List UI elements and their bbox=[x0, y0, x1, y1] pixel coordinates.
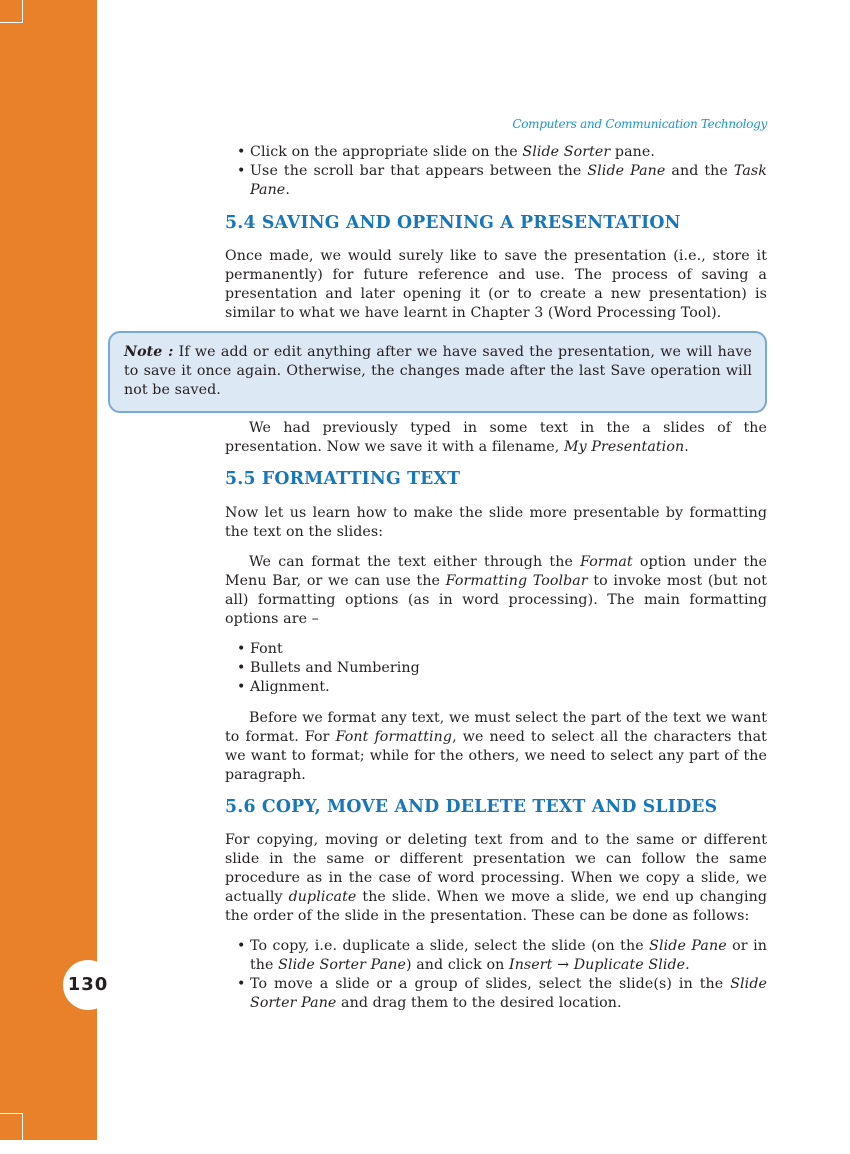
note-box bbox=[108, 331, 767, 413]
list-item: • Bullets and Numbering bbox=[237, 660, 420, 676]
list-item: • Alignment. bbox=[237, 679, 330, 695]
section-heading-5-6: 5.6 COPY, MOVE AND DELETE TEXT AND SLIDES bbox=[225, 797, 718, 817]
after-note-paragraph: We had previously typed in some text in the a slides of the presentation. Now we save it with a filename, My Presentation. bbox=[225, 420, 767, 455]
section-5-5-paragraph-2: We can format the text either through the Format option under the Menu Bar, or we can use the Formatting Toolbar to invoke most (but not all) formatting options (as in word processing). The main formatting options are – bbox=[225, 554, 768, 627]
page-number: 130 bbox=[63, 960, 113, 1010]
section-5-4-paragraph: Once made, we would surely like to save the presentation (i.e., store it permanently) for future reference and use. The process of saving a presentation and later opening it (or to create a new presentation) is similar to what we have learnt in Chapter 3 (Word Processing Tool). bbox=[225, 248, 767, 321]
note-text: Note : If we add or edit anything after we have saved the presentation, we will have to save it once again. Otherwise, the changes made after the last Save operation will not be saved. bbox=[124, 344, 753, 398]
top-bullet-list bbox=[225, 143, 767, 200]
running-header: Computers and Communication Technology bbox=[512, 117, 767, 131]
section-5-6-paragraph: For copying, moving or deleting text from and to the same or different slide in the same or different presentation we can follow the same procedure as in the case of word processing. When we copy a slide, we actually duplicate the slide. When we move a slide, we end up changing the order of the slide in the presentation. These can be done as follows: bbox=[225, 832, 768, 924]
section-heading-5-4: 5.4 SAVING AND OPENING A PRESENTATION bbox=[225, 213, 681, 233]
section-5-5-paragraph-1: Now let us learn how to make the slide more presentable by formatting the text on the slides: bbox=[225, 505, 767, 540]
crop-mark-top bbox=[0, 0, 23, 23]
formatting-options-list bbox=[225, 640, 767, 697]
section-heading-5-5: 5.5 FORMATTING TEXT bbox=[225, 469, 461, 489]
list-item: • Click on the appropriate slide on the Slide Sorter pane. bbox=[237, 144, 656, 160]
list-item: • Font bbox=[237, 641, 283, 657]
list-item: • To move a slide or a group of slides, select the slide(s) in the Slide Sorter Pane and drag them to the desired location. bbox=[237, 976, 767, 1011]
list-item: • To copy, i.e. duplicate a slide, select the slide (on the Slide Pane or in the Slide Sorter Pane) and click on Insert → Duplicate Slide. bbox=[237, 938, 767, 973]
list-item: • Use the scroll bar that appears between the Slide Pane and the Task Pane. bbox=[237, 163, 767, 198]
section-5-5-paragraph-3: Before we format any text, we must select the part of the text we want to format. For Font formatting, we need to select all the characters that we want to format; while for the others, we need to select any part of the paragraph. bbox=[225, 710, 767, 783]
crop-mark-bottom bbox=[0, 1113, 23, 1154]
copy-move-list bbox=[225, 937, 767, 1013]
note-label: Note : bbox=[124, 344, 174, 360]
